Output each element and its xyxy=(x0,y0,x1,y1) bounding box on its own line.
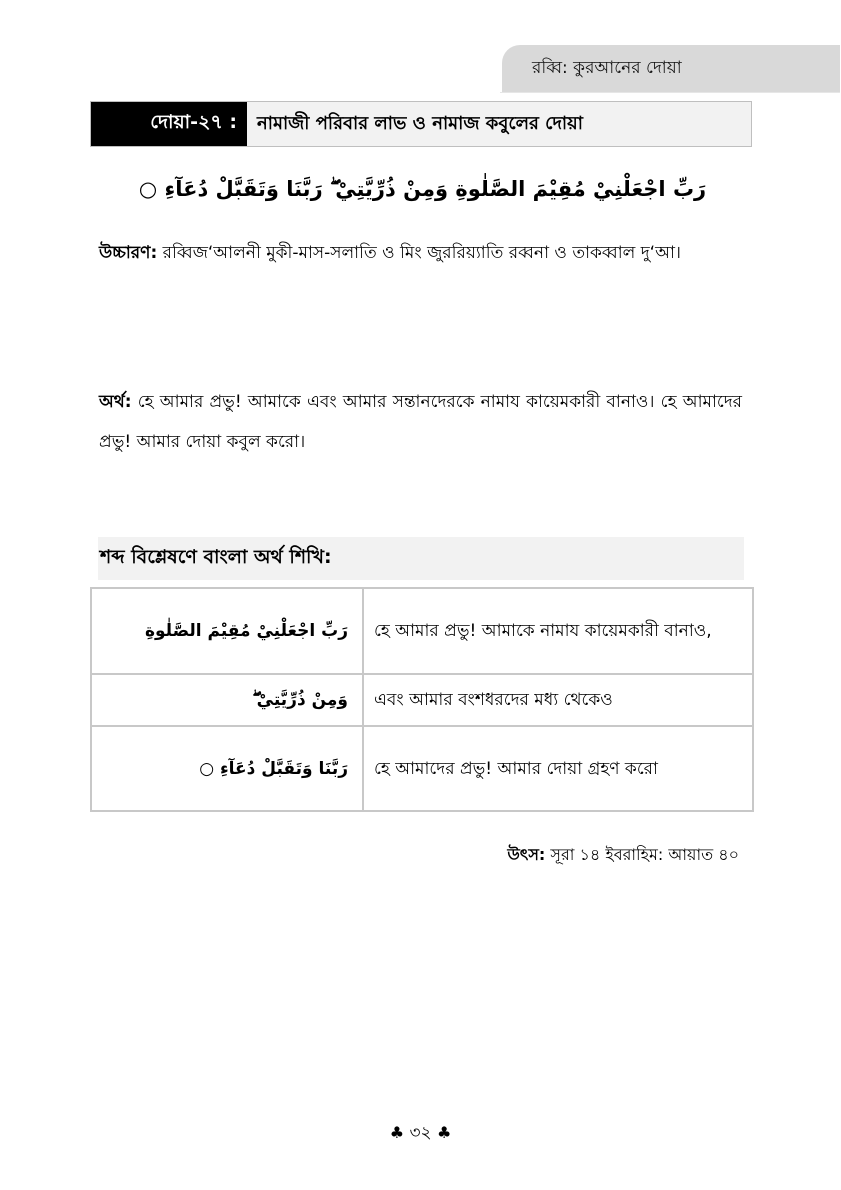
club-icon: ♣ xyxy=(436,1123,452,1142)
table-row xyxy=(91,588,753,674)
pronunciation-paragraph xyxy=(99,233,742,273)
meaning-label: অর্থ: xyxy=(99,392,132,412)
dua-title: নামাজী পরিবার লাভ ও নামাজ কবুলের দোয়া xyxy=(247,102,751,146)
arabic-verse: رَبِّ اجْعَلْنِيْ مُقِيْمَ الصَّلٰوةِ وَمِنْ ذُرِّيَّتِيْ ۖ رَبَّنَا وَتَقَبَّلْ دُعَآءِ ○ xyxy=(138,177,707,201)
word-analysis-table xyxy=(90,587,754,812)
source-text: সূরা ১৪ ইবরাহিম: আয়াত ৪০ xyxy=(550,845,739,864)
dua-number-label: দোয়া-২৭ : xyxy=(91,102,247,146)
page-footer xyxy=(0,1120,841,1146)
header-divider xyxy=(500,92,840,93)
meaning-text: হে আমার প্রভু! আমাকে এবং আমার সন্তানদেরকে নামায কায়েমকারী বানাও। হে আমাদের প্রভু! আমার দোয়া কবুল করো। xyxy=(99,392,743,452)
running-header xyxy=(502,45,840,92)
arabic-phrase-cell: رَبَّنَا وَتَقَبَّلْ دُعَآءِ ○ xyxy=(91,726,363,811)
table-row xyxy=(91,674,753,726)
bangla-meaning-cell: হে আমার প্রভু! আমাকে নামায কায়েমকারী বানাও, xyxy=(363,588,753,674)
arabic-phrase-cell: رَبِّ اجْعَلْنِيْ مُقِيْمَ الصَّلٰوةِ xyxy=(91,588,363,674)
club-icon: ♣ xyxy=(389,1123,405,1142)
word-analysis-heading: শব্দ বিশ্লেষণে বাংলা অর্থ শিখি: xyxy=(98,537,744,580)
meaning-paragraph xyxy=(99,382,742,462)
page-number: ৩২ xyxy=(409,1123,432,1143)
table-row xyxy=(91,726,753,811)
bangla-meaning-cell: এবং আমার বংশধরদের মধ্য থেকেও xyxy=(363,674,753,726)
pronunciation-text: রব্বিজ‘আলনী মুকী-মাস-সলাতি ও মিং জুররিয়্যাতি রব্বনা ও তাকব্বাল দু‘আ। xyxy=(162,243,681,263)
source-citation xyxy=(507,840,739,870)
running-header-title: রব্বি: কুরআনের দোয়া xyxy=(532,57,682,78)
pronunciation-label: উচ্চারণ: xyxy=(99,243,158,263)
arabic-phrase-cell: وَمِنْ ذُرِّيَّتِيْ ۖ xyxy=(91,674,363,726)
source-label: উৎস: xyxy=(507,845,546,864)
bangla-meaning-cell: হে আমাদের প্রভু! আমার দোয়া গ্রহণ করো xyxy=(363,726,753,811)
dua-title-box xyxy=(90,101,752,147)
